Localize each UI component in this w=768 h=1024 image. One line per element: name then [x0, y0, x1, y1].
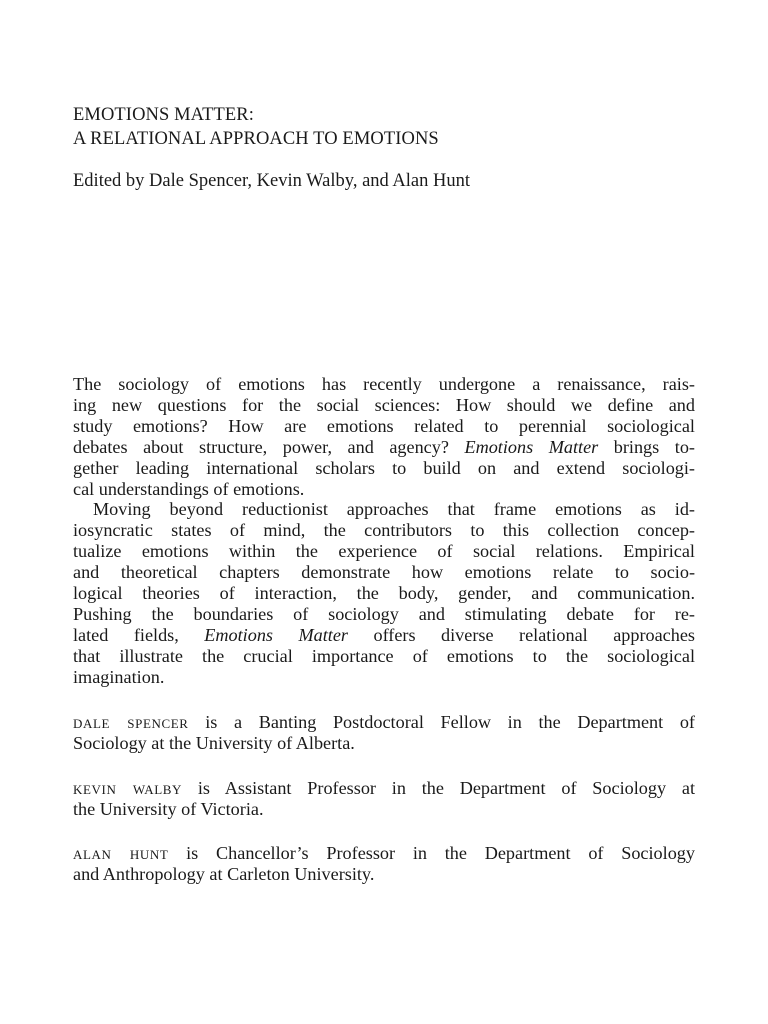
text-line: and theoretical chapters demonstrate how emotions relate to socio- [73, 562, 695, 583]
editor-bio-dale-spencer [73, 712, 695, 754]
text-line: iosyncratic states of mind, the contributors to this collection concep- [73, 520, 695, 541]
title-line-1: EMOTIONS MATTER: [73, 105, 254, 125]
text-line [73, 437, 695, 458]
editor-bio-alan-hunt [73, 843, 695, 885]
book-title [73, 103, 695, 151]
text-segment: debates about structure, power, and agency? [73, 436, 465, 457]
editor-name: alan hunt [73, 843, 169, 863]
text-segment: is a Banting Postdoctoral Fellow in the Department of [188, 712, 695, 732]
text-line: gether leading international scholars to build on and extend sociologi- [73, 457, 695, 478]
text-segment: is Assistant Professor in the Department of Sociology at [182, 778, 695, 798]
text-line [73, 843, 695, 864]
text-line: ing new questions for the social sciences: How should we define and [73, 394, 695, 415]
text-line: tualize emotions within the experience of social relations. Empirical [73, 541, 695, 562]
text-segment: offers diverse relational approaches [347, 624, 695, 645]
description-paragraph-2 [73, 499, 695, 687]
book-page [73, 0, 695, 1024]
text-line: Sociology at the University of Alberta. [73, 732, 355, 753]
editor-name: dale spencer [73, 712, 189, 732]
text-segment: brings to- [598, 436, 695, 457]
title-line-2: A RELATIONAL APPROACH TO EMOTIONS [73, 129, 439, 149]
book-title-italic: Emotions Matter [204, 624, 348, 645]
book-description [73, 374, 695, 688]
text-line: the University of Victoria. [73, 798, 264, 819]
text-line: that illustrate the crucial importance of emotions to the sociological [73, 645, 695, 666]
editor-name: kevin walby [73, 778, 183, 798]
text-line: imagination. [73, 666, 165, 687]
book-title-italic: Emotions Matter [464, 436, 599, 457]
text-line: cal understandings of emotions. [73, 478, 305, 499]
text-segment: is Chancellor’s Professor in the Department of Sociology [168, 843, 695, 863]
text-line: Pushing the boundaries of sociology and stimulating debate for re- [73, 603, 695, 624]
text-line: logical theories of interaction, the body, gender, and communication. [73, 583, 695, 604]
text-line [73, 712, 695, 733]
editors-line: Edited by Dale Spencer, Kevin Walby, and Alan Hunt [73, 171, 470, 191]
text-line [73, 778, 695, 799]
editor-bio-kevin-walby [73, 778, 695, 820]
text-line: Moving beyond reductionist approaches that frame emotions as id- [93, 499, 695, 520]
text-line: study emotions? How are emotions related to perennial sociological [73, 415, 695, 436]
text-line: The sociology of emotions has recently undergone a renaissance, rais- [73, 374, 695, 394]
text-segment: lated fields, [73, 624, 205, 645]
text-line [73, 625, 695, 646]
description-paragraph-1 [73, 374, 695, 499]
text-line: and Anthropology at Carleton University. [73, 863, 375, 884]
